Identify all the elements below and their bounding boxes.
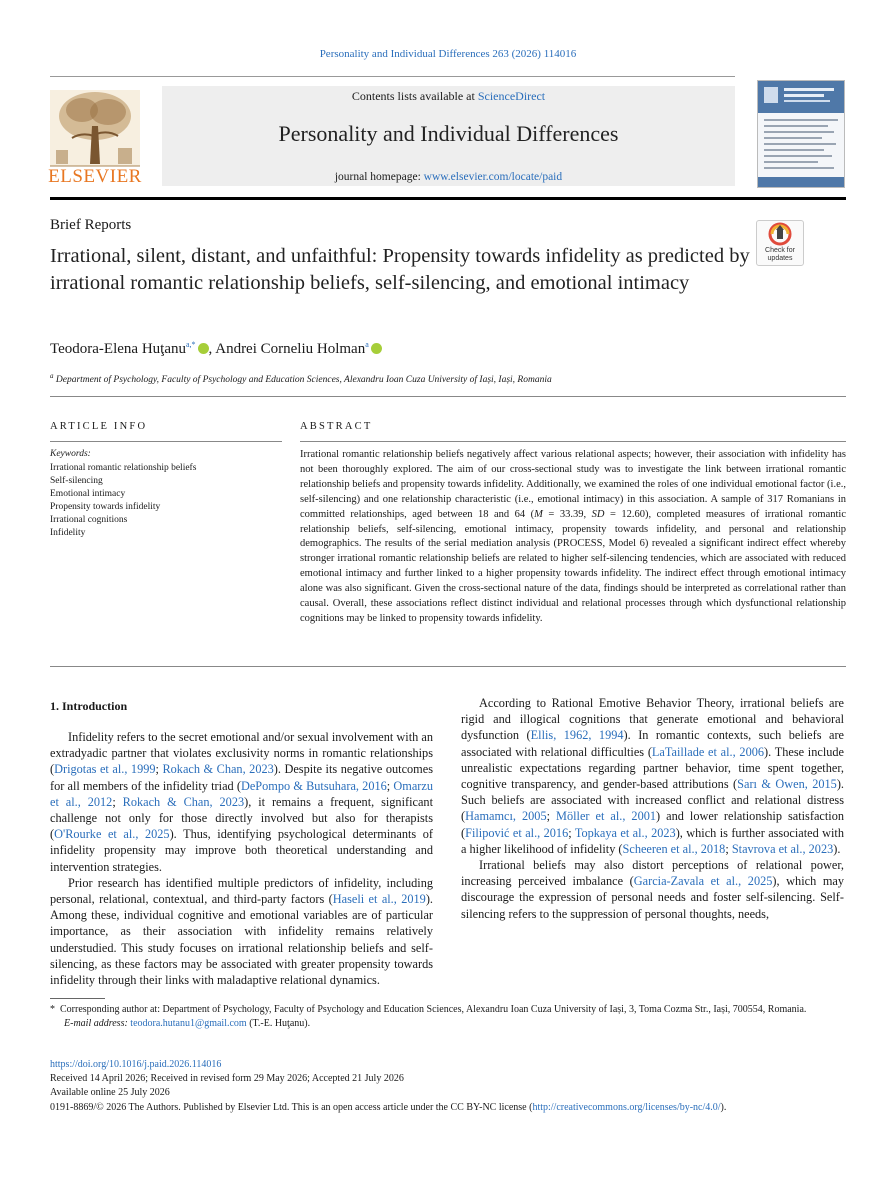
abstract-text: Irrational romantic relationship beliefs negatively affect various relational aspects; however, their association with infidelity has not been thoroughly explored. The aim of our cross-sectional study was to investigate the link between irrational romantic relationship beliefs and propensity towards infidelity. Additionally, we examined the roles of one individual emotional factor (i.e., self-silencing) and one relationship characteristic (i.e., emotional intimacy) in this association. A sample of 317 Romanians in committed relationships, aged between 18 and 64 (M = 33.39, SD = 12.60), completed measures of irrational romantic relationship beliefs, self-silencing, emotional intimacy, propensity towards infidelity, and personal and relationship demographics. The results of the serial mediation analysis (PROCESS, Model 6) revealed a significant indirect effect whereby stronger irrational romantic relationship beliefs are related to higher self-silencing tendencies, which are associated with reduced emotional intimacy and further linked to a higher propensity towards infidelity. The indirect effect through emotional intimacy alone was also significant. Given the cross-sectional nature of the data, findings should be interpreted as correlational rather than causal. Overall, these associations reflect distinct individual and relational processes through which dysfunctional relationship cognitions may be linked to propensity towards infidelity. [300, 449, 846, 624]
footnote-text: Corresponding author at: Department of Psychology, Faculty of Psychology and Education Sciences, Alexandru Ioan Cuza University of Iași, 3, Toma Cozma Str., Iași, 700554, Romania. [60, 1004, 807, 1015]
footnote [50, 1003, 846, 1031]
reference-link[interactable]: Sarı & Owen, 2015 [737, 777, 837, 792]
footnote-mark: * [50, 1004, 55, 1015]
reference-link[interactable]: Stavrova et al., 2023 [731, 841, 834, 856]
reference-link[interactable]: LaTaillade et al., 2006 [651, 744, 765, 759]
homepage-prefix: journal homepage: [334, 171, 421, 183]
affiliation [50, 372, 552, 385]
reference-link[interactable]: Rokach & Chan, 2023 [122, 794, 245, 809]
reference-link[interactable]: Omarzu et al., 2012 [50, 778, 433, 809]
divider [50, 396, 846, 397]
reference-link[interactable]: Garcia-Zavala et al., 2025 [633, 874, 773, 889]
affiliation-mark: a [50, 372, 54, 380]
paragraph: Irrational beliefs may also distort perceptions of relational power, increasing perceived imbalance (Garcia-Zavala et al., 2025), which may discourage the expression of personal needs and foster self-silencing. Self-silencing refers to the suppression of personal thoughts, needs, [461, 858, 844, 921]
author-list: Teodora-Elena Huţanu$^{a,*}$ , Andrei Corneliu Holman$^a$ [50, 340, 382, 358]
author-affiliation-mark[interactable]: a [365, 340, 369, 349]
check-for-updates-button[interactable] [756, 220, 804, 266]
email-line [50, 1017, 846, 1031]
email-link[interactable]: teodora.hutanu1@gmail.com [130, 1018, 247, 1029]
keywords-label: Keywords: [50, 449, 91, 459]
keyword-item: Emotional intimacy [50, 489, 126, 499]
sciencedirect-link[interactable]: ScienceDirect [477, 89, 546, 103]
divider [50, 666, 846, 667]
orcid-icon[interactable] [371, 343, 382, 354]
keyword-item: Infidelity [50, 528, 86, 538]
abstract-heading: ABSTRACT [300, 421, 373, 432]
article-metadata [50, 1058, 846, 1115]
introduction-heading: 1. Introduction [50, 699, 128, 713]
license-link[interactable]: http://creativecommons.org/licenses/by-nc/4.0/ [532, 1101, 721, 1113]
reference-link[interactable]: O'Rourke et al., 2025 [54, 827, 170, 842]
check-updates-icon [757, 221, 803, 247]
license-line: 0191-8869/© 2026 The Authors. Published by Elsevier Ltd. This is an open access article under the CC BY-NC license (http://creativecommons.org/licenses/by-nc/4.0/). [50, 1101, 727, 1113]
journal-cover-thumbnail[interactable] [757, 80, 845, 188]
contents-prefix: Contents lists available at [351, 89, 475, 103]
reference-link[interactable]: Hamamcı, 2005 [465, 809, 547, 824]
author-name: Teodora-Elena Huţanu [50, 341, 186, 357]
divider [50, 441, 282, 442]
header-rule [50, 76, 735, 77]
keyword-item: Irrational cognitions [50, 515, 128, 525]
author-affiliation-mark[interactable]: a,* [185, 340, 196, 349]
publisher-logo-text: ELSEVIER [48, 166, 142, 187]
reference-link[interactable]: Ellis, 1962, 1994 [530, 728, 624, 743]
received-dates: Received 14 April 2026; Received in revised form 29 May 2026; Accepted 21 July 2026 [50, 1073, 404, 1085]
journal-homepage [162, 171, 735, 183]
check-updates-label: Check for updates [765, 247, 795, 262]
paragraph: Infidelity refers to the secret emotional and/or sexual involvement with an extradyadic partner that violates exclusivity norms in romantic relationships (Drigotas et al., 1999; Rokach & Chan, 2023). Despite its negative outcomes for all members of the infidelity triad (DePompo & Butsuhara, 2016; Omarzu et al., 2012; Rokach & Chan, 2023), it remains a frequent, significant challenge not only for those directly involved but also for therapists (O'Rourke et al., 2025). Thus, identifying psychological determinants of infidelity propensity may improve both theoretical understanding and intervention strategies. [50, 730, 433, 874]
journal-banner [162, 86, 735, 186]
reference-link[interactable]: Drigotas et al., 1999 [54, 762, 156, 777]
footnote-rule [50, 998, 105, 999]
journal-cover-icon [758, 81, 844, 187]
article-info-heading: ARTICLE INFO [50, 421, 148, 432]
reference-link[interactable]: Scheeren et al., 2018 [622, 841, 726, 856]
homepage-link[interactable]: www.elsevier.com/locate/paid [423, 171, 563, 183]
keyword-item: Irrational romantic relationship beliefs [50, 463, 197, 473]
reference-link[interactable]: Topkaya et al., 2023 [574, 825, 676, 840]
paragraph: Prior research has identified multiple predictors of infidelity, including personal, relational, contextual, and third-party factors (Haseli et al., 2019). Among these, individual cognitive and emotional variables are of particular importance, as their association with infidelity remains relatively understudied. This study focuses on irrational relationship beliefs and self-silencing, as these factors may be associated with greater propensity towards infidelity through their links with maladaptive relational dynamics. [50, 875, 433, 988]
reference-link[interactable]: Filipović et al., 2016 [465, 825, 569, 840]
reference-link[interactable]: DePompo & Butsuhara, 2016 [240, 778, 387, 793]
affiliation-text: Department of Psychology, Faculty of Psychology and Education Sciences, Alexandru Ioan Cuza University of Iași, Iași, Romania [55, 375, 552, 386]
journal-title: Personality and Individual Differences [278, 121, 619, 146]
contents-line [162, 89, 735, 104]
email-suffix: (T.-E. Huţanu). [246, 1018, 311, 1029]
reference-link[interactable]: Rokach & Chan, 2023 [162, 762, 274, 777]
body-column-left [50, 729, 433, 988]
corresponding-author-note [50, 1003, 846, 1017]
email-label: E-mail address: [64, 1018, 128, 1029]
article-title: Irrational, silent, distant, and unfaithful: Propensity towards infidelity as predicted by irrational romantic relationship beliefs, self-silencing, and emotional intimacy [50, 245, 750, 294]
keyword-list [50, 462, 196, 540]
reference-link[interactable]: Möller et al., 2001 [556, 809, 657, 824]
keyword-item: Propensity towards infidelity [50, 502, 161, 512]
elsevier-logo[interactable] [42, 86, 148, 190]
journal-citation[interactable]: Personality and Individual Differences 263 (2026) 114016 [319, 48, 577, 60]
orcid-icon[interactable] [198, 343, 209, 354]
doi-link[interactable]: https://doi.org/10.1016/j.paid.2026.114016 [50, 1059, 222, 1070]
section-type: Brief Reports [50, 217, 132, 233]
reference-link[interactable]: Haseli et al., 2019 [332, 892, 426, 907]
paragraph: According to Rational Emotive Behavior Theory, irrational beliefs are rigid and illogical cognitions that generate emotional and behavioral dysfunction (Ellis, 1962, 1994). In romantic contexts, such beliefs are associated with relational difficulties (LaTaillade et al., 2006). These include unrealistic expectations regarding partner behavior, time spent together, cognitive transparency, and gender-based attributions (Sarı & Owen, 2015). Such beliefs are associated with increased conflict and relational distress (Hamamcı, 2005; Möller et al., 2001) and lower relationship satisfaction (Filipović et al., 2016; Topkaya et al., 2023), which is further associated with a higher likelihood of infidelity (Scheeren et al., 2018; Stavrova et al., 2023). [461, 696, 844, 856]
body-column-right [461, 695, 844, 922]
available-online: Available online 25 July 2026 [50, 1087, 170, 1099]
divider [300, 441, 846, 442]
header-thick-rule [50, 197, 846, 200]
author-name: Andrei Corneliu Holman [215, 341, 366, 357]
keyword-item: Self-silencing [50, 476, 103, 486]
